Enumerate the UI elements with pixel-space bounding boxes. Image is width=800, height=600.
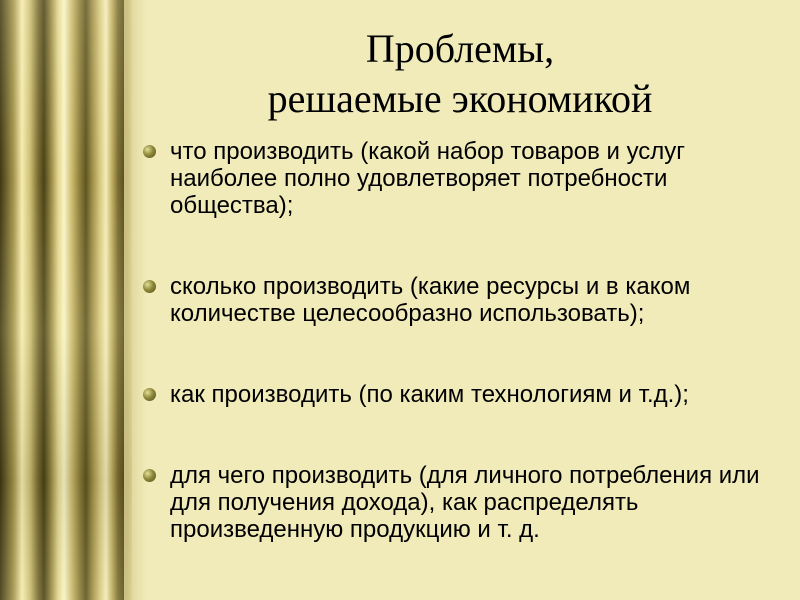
decorative-gold-border <box>0 0 132 600</box>
bullet-text: что производить (какой набор товаров и услуг наиболее полно удовлетворяет потребности общества); <box>170 138 686 219</box>
bullet-list <box>140 138 790 543</box>
slide-title-line-2: решаемые экономикой <box>267 76 653 121</box>
bullet-text: сколько производить (какие ресурсы и в каком количестве целесообразно использовать); <box>170 273 691 327</box>
bullet-item-what <box>140 138 790 219</box>
bullet-icon <box>143 388 156 401</box>
bullet-item-how <box>140 381 790 408</box>
bullet-icon <box>143 469 156 482</box>
bullet-text: для чего производить (для личного потребления или для получения дохода), как распределять произведенную продукцию и т. д. <box>170 462 760 543</box>
bullet-icon <box>143 145 156 158</box>
bullet-item-how-much <box>140 273 790 327</box>
slide-title-line-1: Проблемы, <box>365 26 555 71</box>
bullet-text: как производить (по каким технологиям и т.д.); <box>170 381 689 408</box>
slide-title <box>140 24 780 124</box>
bullet-item-for-what <box>140 462 790 543</box>
bullet-icon <box>143 280 156 293</box>
